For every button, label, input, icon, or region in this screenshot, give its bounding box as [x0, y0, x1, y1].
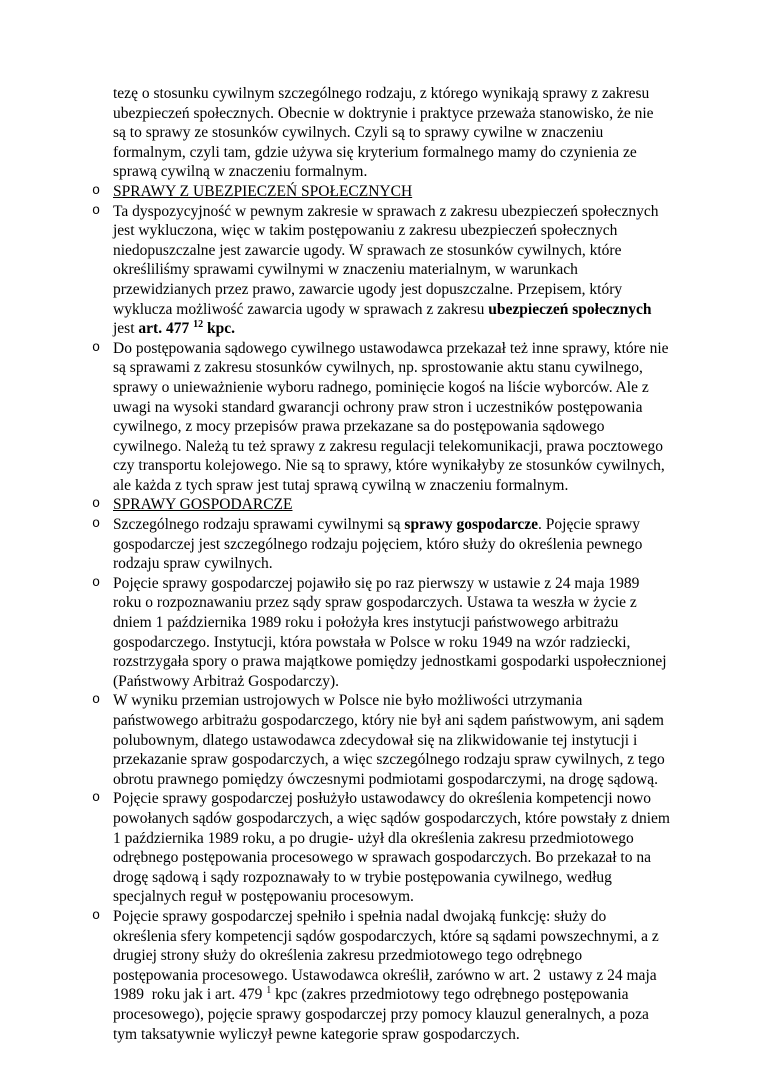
- paragraph-text: [113, 182, 670, 202]
- text-segment: SPRAWY GOSPODARCZE: [113, 496, 293, 514]
- text-segment: . Pojęcie sprawy gospodarczej jest szczególnego rodzaju pojęciem, któro służy do określenia pewnego rodzaju spraw cywilnych.: [113, 516, 643, 573]
- text-segment: Pojęcie sprawy gospodarczej spełniło i spełnia nadal dwojaką funkcję: służy do określenia sfery kompetencji sądów gospodarczych, które są sądami powszechnymi, a z drugiej strony służy do określenia zakresu przedmiotowego tego odrębnego postępowania procesowego. Ustawodawca określił, zarówno w art. 2 ustawy z 24 maja 1989 roku jak i art. 479: [113, 907, 659, 1004]
- text-segment: Pojęcie sprawy gospodarczej pojawiło się po raz pierwszy w ustawie z 24 maja 1989 roku o rozpoznawaniu przez sądy spraw gospodarczych. Ustawa ta weszła w życie z dniem 1 października 1989 roku i położyła kres instytucji państwowego arbitrażu gospodarczego. Instytucji, która powstała w Polsce w roku 1949 na wzór radziecki, rozstrzygała spory o prawa majątkowe pomiędzy jednostkami gospodarki uspołecznionej (Państwowy Arbitraż Gospodarczy).: [113, 574, 667, 690]
- text-segment: kpc (zakres przedmiotowy tego odrębnego postępowania procesowego), pojęcie sprawy gospodarczej przy pomocy klauzul generalnych, a poza tym taksatywnie wyliczył pewne kategorie spraw gospodarczych.: [113, 986, 649, 1043]
- continuation-paragraph: [92, 84, 670, 182]
- bullet-item: [92, 339, 670, 496]
- paragraph-text: [113, 574, 670, 692]
- bullet-item: [92, 515, 670, 574]
- text-segment: SPRAWY Z UBEZPIECZEŃ SPOŁECZNYCH: [113, 182, 413, 200]
- bullet-marker: o: [92, 693, 101, 709]
- paragraph-text: [113, 515, 670, 574]
- text-segment: Ta dyspozycyjność w pewnym zakresie w sprawach z zakresu ubezpieczeń społecznych jest wykluczona, więc w takim postępowaniu z zakresu ubezpieczeń społecznych niedopuszczalne jest zawarcie ugody. W sprawach ze stosunków cywilnych, które określiliśmy sprawami cywilnymi w znaczeniu materialnym, w warunkach przewidzianych przez prawo, zawarcie ugody jest dopuszczalne. Przepisem, który wyklucza możliwość zawarcia ugody w sprawach z zakresu: [113, 202, 659, 318]
- text-segment: art. 477: [138, 320, 194, 338]
- text-segment: Pojęcie sprawy gospodarczej posłużyło ustawodawcy do określenia kompetencji nowo powołanych sądów gospodarczych, a więc sądów gospodarczych, które powstały z dniem 1 października 1989 roku, a po drugie- użył dla określenia zakresu przedmiotowego odrębnego postępowania procesowego w sprawach gospodarczych. Bo przekazał to na drogę sądową i sądy rozpoznawały to w trybie postępowania cywilnego, według specjalnych reguł w postępowaniu procesowym.: [113, 790, 670, 906]
- bullet-marker: o: [92, 517, 101, 533]
- text-segment: kpc.: [203, 320, 235, 338]
- bullet-marker: o: [92, 575, 101, 591]
- text-segment: 12: [193, 318, 204, 330]
- text-segment: W wyniku przemian ustrojowych w Polsce nie było możliwości utrzymania państwowego arbitrażu gospodarczego, który nie był ani sądem państwowym, ani sądem polubownym, dlatego ustawodawca zdecydował się na zlikwidowanie tej instytucji i przekazanie spraw gospodarczych, a więc szczególnego rodzaju spraw cywilnych, z tego obrotu prawnego pomiędzy ówczesnymi podmiotami gospodarczymi, na drogę sądową.: [113, 692, 665, 788]
- bullet-item: [92, 182, 670, 202]
- paragraph-text: [113, 789, 670, 907]
- bullet-item: [92, 789, 670, 907]
- paragraph-text: [113, 495, 670, 515]
- text-segment: Do postępowania sądowego cywilnego ustawodawca przekazał też inne sprawy, które nie są sprawami z zakresu stosunków cywilnych, np. sprostowanie aktu stanu cywilnego, sprawy o unieważnienie wyboru radnego, pominięcie kogoś na liście wyborców. Ale z uwagi na wysoki standard gwarancji ochrony praw stron i uczestników postępowania cywilnego, z mocy przepisów prawa przekazane sa do postępowania sądowego cywilnego. Należą tu też sprawy z zakresu regulacji telekomunikacji, prawa pocztowego czy transportu kolejowego. Nie są to sprawy, które wynikałyby ze stosunków cywilnych, ale każda z tych spraw jest tutaj sprawą cywilną w znaczeniu formalnym.: [113, 339, 669, 494]
- text-segment: sprawy gospodarcze: [404, 516, 539, 534]
- text-segment: 1: [266, 985, 272, 997]
- bullet-marker: o: [92, 497, 101, 513]
- bullet-item: [92, 495, 670, 515]
- text-segment: Szczególnego rodzaju sprawami cywilnymi są: [113, 516, 405, 534]
- paragraph-text: [113, 691, 670, 789]
- paragraph-text: [113, 84, 670, 182]
- paragraph-text: [113, 907, 670, 1044]
- bullet-item: [92, 907, 670, 1044]
- bullet-marker: o: [92, 183, 101, 199]
- bullet-item: [92, 691, 670, 789]
- bullet-marker: o: [92, 908, 101, 924]
- text-segment: jest: [113, 320, 139, 338]
- text-segment: ubezpieczeń społecznych: [488, 300, 652, 318]
- bullet-item: [92, 202, 670, 339]
- text-segment: tezę o stosunku cywilnym szczególnego rodzaju, z którego wynikają sprawy z zakresu ubezpieczeń społecznych. Obecnie w doktrynie i praktyce przeważa stanowisko, że nie są to sprawy ze stosunków cywilnych. Czyli są to sprawy cywilne w znaczeniu formalnym, czyli tam, gdzie używa się kryterium formalnego mamy do czynienia ze sprawą cywilną w znaczeniu formalnym.: [113, 85, 654, 181]
- bullet-item: [92, 574, 670, 692]
- bullet-marker: o: [92, 340, 101, 356]
- paragraph-text: [113, 339, 670, 496]
- bullet-marker: o: [92, 203, 101, 219]
- bullet-marker: o: [92, 791, 101, 807]
- paragraph-text: [113, 202, 670, 339]
